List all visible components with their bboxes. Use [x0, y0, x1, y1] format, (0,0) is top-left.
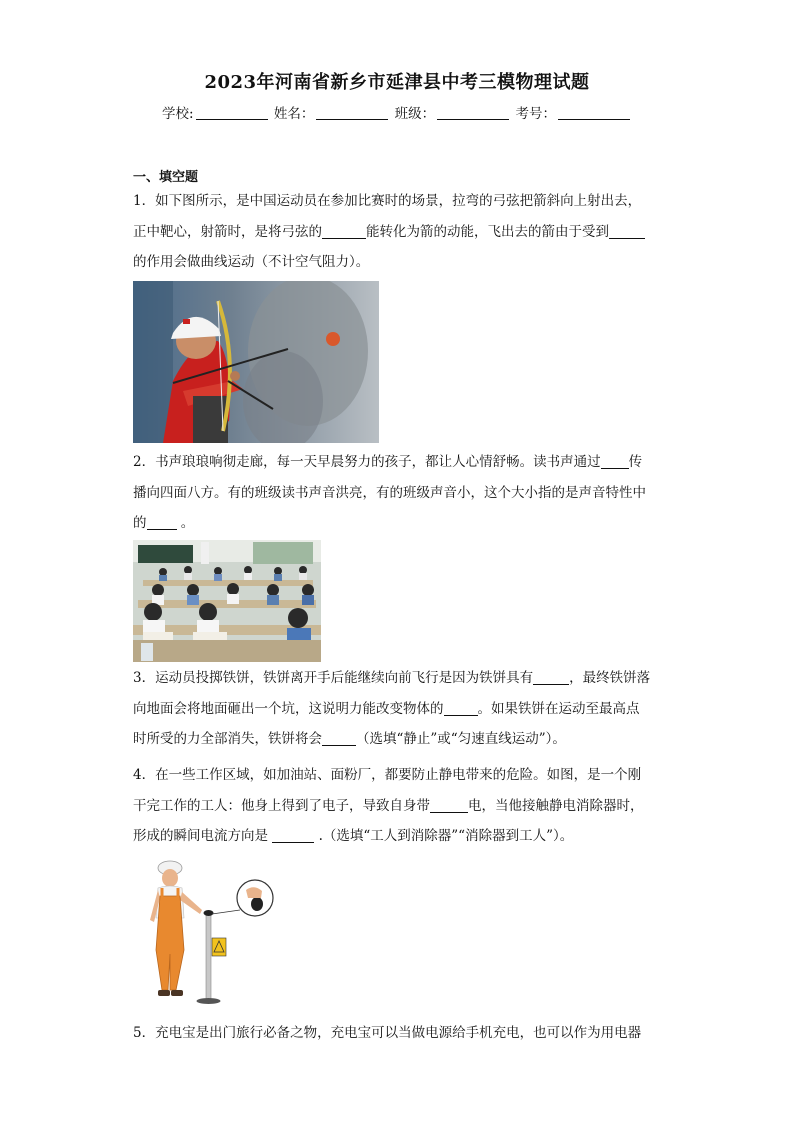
- question-1-line-2: [133, 217, 663, 248]
- question-4-line-3: [133, 821, 663, 852]
- question-5-line-1: 5．充电宝是出门旅行必备之物，充电宝可以当做电源给手机充电，也可以作为用电器: [133, 1025, 642, 1041]
- question-3: [133, 663, 663, 755]
- question-3-line-3: [133, 724, 663, 755]
- q3-text-a: 3．运动员投掷铁饼，铁饼离开手后能继续向前飞行是因为铁饼具有: [133, 670, 534, 686]
- q4-text-c: 形成的瞬间电流方向是: [133, 828, 273, 844]
- question-3-line-1: [133, 663, 663, 694]
- q3-text-c: 向地面会将地面砸出一个坑，这说明力能改变物体的: [133, 700, 444, 717]
- question-1: [133, 186, 663, 278]
- q3-text-d: 。如果铁饼在运动至最高点: [477, 700, 640, 717]
- worker-image: [140, 858, 280, 1008]
- q3-text-f: （选填“静止”或“匀速直线运动”）。: [356, 731, 566, 747]
- q2-text-b: 传: [628, 454, 643, 470]
- question-4-line-1: 4．在一些工作区域，如加油站、面粉厂，都要防止静电带来的危险。如图，是一个刚: [133, 767, 642, 783]
- answer-blank[interactable]: [322, 224, 366, 239]
- exam-number-blank[interactable]: [558, 107, 630, 120]
- worker-illustration: [140, 858, 280, 1008]
- answer-blank[interactable]: [609, 224, 645, 239]
- answer-blank[interactable]: [430, 798, 468, 813]
- question-2-line-3: [133, 508, 663, 539]
- question-4: [133, 760, 663, 852]
- page-title: 2023年河南省新乡市延津县中考三模物理试题: [204, 72, 590, 93]
- q2-text-d: 。: [176, 515, 195, 531]
- student-info-row: [0, 102, 794, 122]
- question-1-line-1: 1．如下图所示，是中国运动员在参加比赛时的场景，拉弯的弓弦把箭斜向上射出去，: [133, 193, 642, 209]
- q2-text-c: 的: [133, 515, 147, 531]
- question-5: [133, 1018, 663, 1049]
- archer-image: [133, 281, 379, 443]
- class-label: 班级：: [394, 106, 436, 122]
- question-3-line-2: [133, 694, 663, 725]
- answer-blank[interactable]: [601, 454, 629, 469]
- q3-text-e: 时所受的力全部消失，铁饼将会: [133, 731, 322, 747]
- q3-text-b: ，最终铁饼落: [569, 670, 651, 686]
- q1-text-a: 正中靶心，射箭时，是将弓弦的: [133, 223, 322, 240]
- answer-blank[interactable]: [147, 515, 177, 530]
- q4-text-a: 干完工作的工人：他身上得到了电子，导致自身带: [133, 797, 430, 814]
- question-2: [133, 447, 663, 539]
- classroom-photo: [133, 540, 321, 662]
- class-blank[interactable]: [437, 107, 509, 120]
- question-1-line-3: 的作用会做曲线运动（不计空气阻力）。: [133, 254, 370, 270]
- answer-blank[interactable]: [444, 701, 478, 716]
- q1-text-b: 能转化为箭的动能，飞出去的箭由于受到: [366, 223, 609, 240]
- q2-text-a: 2．书声琅琅响彻走廊，每一天早晨努力的孩子，都让人心情舒畅。读书声通过: [133, 454, 601, 470]
- answer-blank[interactable]: [533, 670, 569, 685]
- name-label: 姓名：: [273, 106, 315, 122]
- exam-number-label: 考号：: [515, 106, 556, 122]
- answer-blank[interactable]: [322, 731, 356, 746]
- question-2-line-1: [133, 447, 663, 478]
- question-4-line-2: [133, 791, 663, 822]
- classroom-image: [133, 540, 321, 662]
- section-title: 一、填空题: [133, 170, 199, 185]
- q4-text-b: 电，当他接触静电消除器时，: [468, 797, 644, 814]
- name-blank[interactable]: [316, 107, 388, 120]
- answer-blank[interactable]: [272, 828, 314, 843]
- school-blank[interactable]: [196, 107, 268, 120]
- q4-text-d: .（选填“工人到消除器”“消除器到工人”）。: [314, 828, 574, 844]
- archer-photo: [133, 281, 379, 443]
- question-2-line-2: 播向四面八方。有的班级读书声音洪亮，有的班级声音小，这个大小指的是声音特性中: [133, 484, 646, 501]
- school-label: 学校:: [162, 106, 194, 122]
